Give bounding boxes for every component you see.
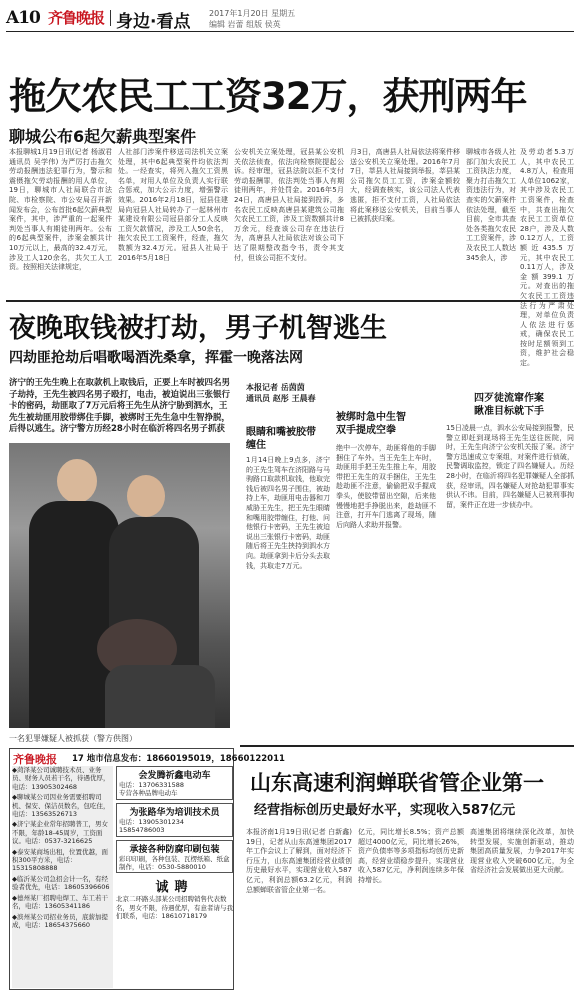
story2-lead: 济宁的王先生晚上在取款机上取钱后，正要上车时被四名男子劫持，王先生被四名男子殴打，电击，被迫说出三张银行卡的密码，劫匪取了7万元后将王先生从济宁胁到泗水，王先生被劫匪用胶带绑住手脚，被绑时王先生急中生智挣脱，后得以逃生。济宁警方历经28小时在临沂将四名男子抓获 [9, 378, 231, 434]
issue-date: 2017年1月20日 星期五 [209, 9, 296, 18]
story2-headline: 夜晚取钱被打劫，男子机智逃生 [9, 313, 387, 344]
section-rule [240, 745, 574, 747]
photo-caption: 一名犯罪嫌疑人被抓获（警方供图） [9, 734, 137, 743]
classifieds-listing [12, 766, 113, 988]
ad-text: 电话：13905301234 15854786003 [119, 817, 184, 835]
classifieds-logo: 齐鲁晚报 [13, 753, 57, 766]
story1-subhead: 聊城公布6起欠薪典型案件 [9, 127, 197, 146]
classified-item: ◆菏泽某公司诚聘技术员、业务员、财务人员若干名，待遇优厚，电话：13905302468 [12, 766, 110, 791]
story1-column-4: 月3日，高唐县人社局依法将案件移送公安机关立案处理。2016年7月7日，莘县人社局接到举报，莘县某公司拖欠员工工资，涉案金额较大，经调查核实，该公司法人代表逃匿，拒不支付工资，人社局依法将此案移送公安机关，目前当事人已被抓获归案。 [350, 148, 460, 224]
classifieds-box [9, 748, 285, 990]
classified-item: ◆德州某厂招聘电焊工、车工若干名，电话：13605341186 [12, 893, 108, 911]
ad-box [116, 840, 233, 874]
divider [110, 10, 111, 26]
story2-column-c: 15日凌晨一点，泗水公安局接到报警，民警立即赶到现场将王先生送往医院，同时，王先生向济宁公安机关报了案。济宁警方迅速成立专案组，对案件进行侦破，民警调取监控，锁定了四名嫌疑人。历经28小时，在临沂将四名犯罪嫌疑人全部抓获，经审讯，四名嫌疑人对抢劫犯罪事实供认不讳。目前，四名嫌疑人已被刑事拘留，案件正在进一步侦办中。 [446, 424, 574, 509]
classified-item: ◆临沂某公司急招会计一名，有经验者优先，电话：18605396606 [12, 874, 110, 892]
classified-item: ◆泰安某商场出租，位置优越，面积300平方米，电话：15315808888 [12, 847, 108, 873]
story1-column-1: 本报聊城1月19日讯(记者 杨淑君 通讯员 吴学伟) 为严厉打击拖欠劳动报酬违法犯罪行为，警示和震慑拖欠劳动报酬的用人单位，19日，聊城市人社局联合市法院、市检察院、市公安局召开新闻发布会，公布首批6起欠薪典型案件，其中，涉严重的一起案件判处当事人有期徒刑两年。公布的6起典型案件，涉案金额共计10万元以上，最高的32.4万元，涉及工人120余名，共欠工人工资。按照相关法律规定， [9, 148, 112, 272]
story2-subhead-b: 被绑时急中生智 双手提成空拳 [336, 412, 406, 436]
ad-text: 电话：13706331588 专营各种品牌电动车 [119, 781, 184, 798]
ad-title: 会发腾祈鑫电动车 [138, 771, 211, 781]
section-rule [6, 300, 574, 302]
classifieds-title: 17 地市信息发布：18660195019，18660122011 [72, 754, 285, 764]
story1-column-2: 人社部门涉案件移送司法机关立案处理，其中6起典型案件均依法判处。一经查实，将列入拖欠工资黑名单，对用人单位及负责人实行联合惩戒，加大公示力度，增强警示效果。2016年2月18日，冠县住建局向冠县人社局转办了一起林州市某建设有限公司冠县部分工人反映工资欠款情况，涉及工人50余名，拖欠农民工工资案件，经查，拖欠数额为32.4万元。冠县人社局于2016年5月18日 [118, 148, 228, 262]
classified-item: ◆济宁某企业常年招聘普工，男女不限，年龄18-45周岁，工资面议。电话：0537-3216625 [12, 820, 108, 846]
paper-logo: 齐鲁晚报 [48, 9, 105, 27]
story2-column-a: 1月14日晚上9点多，济宁的王先生驾车在济阳路与马驹路口取款机取钱，他取完钱后被四名男子围住，被劫持上车，劫匪用电击器和刀威胁王先生，把王先生眼睛和嘴用胶带缠住，打他、问他银行卡密码，王先生被迫说出三张银行卡密码，劫匪随后将王先生挟持到泗水方向。劫匪拿到卡后分头去取钱，共取走7万元。 [246, 456, 330, 570]
hiring-text: 北京二环路头部某公司招聘销售代表数名，男女不限，待遇优厚，有意者请与我们联系，电话：18610718179 [116, 895, 233, 921]
story2-reporter: 本报记者 岳茵茵 通讯员 赵彤 王晨春 [246, 383, 316, 403]
page-number: A10 [6, 8, 40, 28]
story3-subhead: 经营指标创历史最好水平，实现收入587亿元 [254, 803, 516, 818]
story3-column-b: 亿元，同比增长8.5%；资产总额超过4000亿元，同比增长26%，资产负债率等多项指标均创历史新高，经营业绩稳步提升，实现营业收入587亿元，净利润连续多年保持增长。 [358, 828, 464, 884]
story2-subhead: 四劫匪抢劫后唱歌喝酒洗桑拿，挥霍一晚落法网 [9, 350, 303, 366]
classifieds-ads [116, 766, 233, 988]
officer-face [57, 459, 97, 503]
officer-face [127, 475, 165, 517]
masthead [6, 6, 574, 32]
section-title: 身边·看点 [116, 12, 191, 32]
classified-item: ◆滨州某公司招业务员，底薪加提成，电话：18654375660 [12, 912, 108, 929]
story2-photo [9, 443, 230, 728]
ad-box [116, 803, 233, 837]
ad-title: 为张路华为培训技术员 [129, 807, 220, 818]
hiring-title: 诚聘 [155, 880, 194, 896]
story3-headline: 山东高速利润蝉联省管企业第一 [250, 771, 544, 795]
issue-editors: 编辑 岩蕾 组版 侯英 [209, 20, 281, 29]
story2-subhead-a: 眼睛和嘴被胶带缠住 [246, 427, 316, 451]
story3-column-c: 高速集团将继续深化改革，加快转型发展，实施创新驱动，推动集团高质量发展，力争2017年实现营业收入突破600亿元，为全省经济社会发展做出更大贡献。 [470, 828, 574, 875]
story1-headline: 拖欠农民工工资32万，获刑两年 [9, 75, 527, 118]
classified-item: ◆聊城某公司因业务需要招聘司机、保安、保洁员数名，包吃住，电话：13563526713 [12, 793, 110, 819]
story2-subhead-c: 四歹徒流窜作案 瞅准目标就下手 [474, 393, 544, 417]
ad-box [116, 766, 233, 800]
suspect-figure [105, 665, 215, 728]
story1-column-5: 聊城市各级人社部门加大农民工工资执法力度，聚力打击拖欠工资违法行为，对查实的欠薪案件依法处理，截至目前，全市共查处各类拖欠农民工工资案件，涉及农民工人数达345余人，涉 [466, 148, 516, 262]
ad-title: 承接各种防腐印刷包装 [129, 844, 220, 855]
story2-column-b: 绝中一次停车，劫匪将他的手脚捆住了车外。当王先生上车时，劫匪用手把王先生推上车，用胶带把王先生的双手捆住，王先生趁劫匪不注意，偷偷把双手握成拳头，使胶带留出空隙，后来他慢慢地把手挣脱出来，趁劫匪不注意，打开车门逃离了现场，随后向路人求助并报警。 [336, 444, 436, 529]
story3-column-a: 本报济南1月19日讯(记者 白新鑫) 19日，记者从山东高速集团2017年工作会议上了解到，面对经济下行压力，山东高速集团经营业绩创历史最好水平，实现营业收入587亿元，利润总额63.2亿元，利润总额蝉联省管企业第一名。 [246, 828, 352, 894]
ad-text: 彩印印刷，各种包装、瓦楞纸箱、纸盒制作，电话：0530-5880010 [119, 854, 230, 872]
story2-column-b-intro [336, 382, 436, 404]
story1-column-3: 公安机关立案处理，冠县某公安机关依法侦查，依法向检察院提起公诉。经审理，冠县法院以拒不支付劳动报酬罪，依法判处当事人有期徒刑两年，并处罚金。2016年5月24日，高唐县人社局接到投诉，多名农民工反映高唐县某建筑公司拖欠农民工工资，涉及工资数额共计8万余元，经查该公司存在违法行为，高唐县人社局依法对该公司下达了限期整改指令书，责令其支付，但该公司拒不支付。 [234, 148, 344, 262]
story1-column-6: 及劳动者5.3万人，其中农民工4.8万人，检查用人单位1062家，其中涉及农民工工资案件，检查中，共查出拖欠农民工工资单位28户，涉及人数0.12万人，工资额近435.5万元，其中农民工0.11万人，涉及金额399.1万元。对查出的拖欠农民工工资违法行为严肃处理，对单位负责人依法进行惩戒，确保农民工按时足额领到工资，维护社会稳定。 [520, 148, 574, 368]
